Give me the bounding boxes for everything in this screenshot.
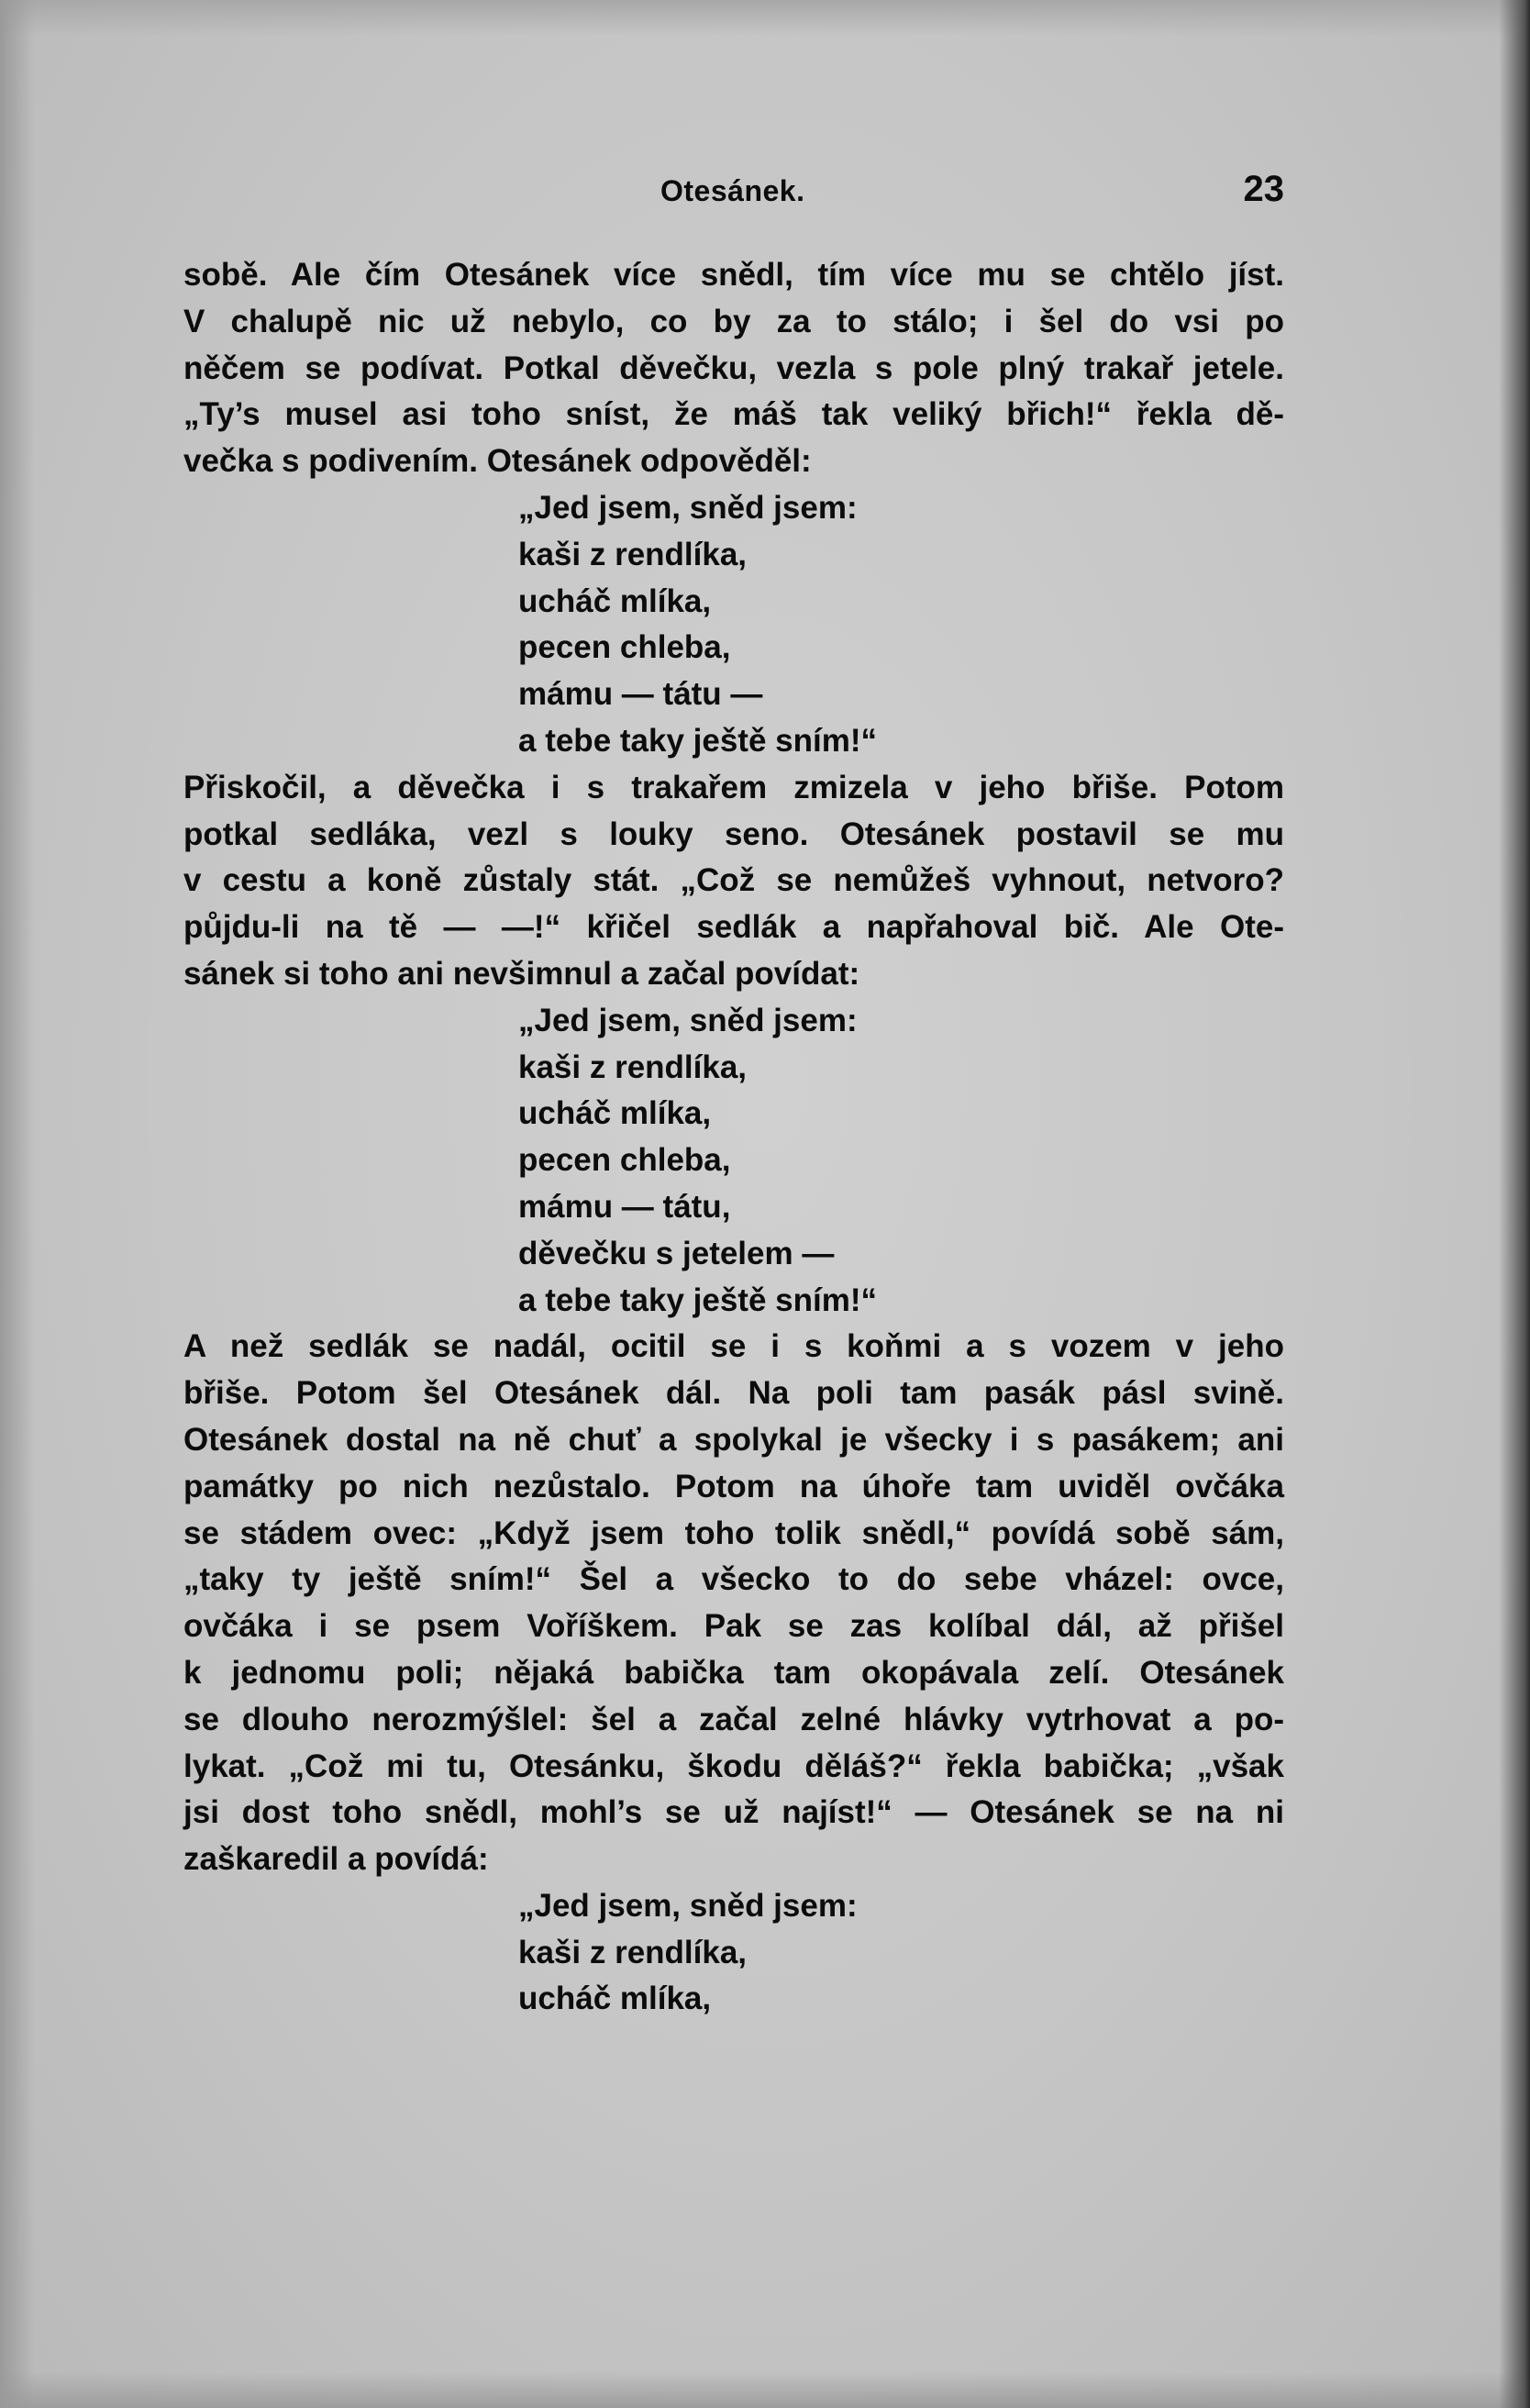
text-line: „Ty’s musel asi toho sníst, že máš tak veliký břich!“ řekla dě- [183,396,1284,433]
text-line: „taky ty ještě sním!“ Šel a všecko to do sebe vházel: ovce, [183,1561,1284,1598]
verse-line: ucháč mlíka, [518,1095,712,1132]
text-line: něčem se podívat. Potkal děvečku, vezla s pole plný trakař jetele. [183,350,1284,386]
running-title: Otesánek. [660,174,805,207]
text-line: Otesánek dostal na ně chuť a spolykal je všecky i s pasákem; ani [183,1421,1284,1458]
verse-line: a tebe taky ještě sním!“ [518,1282,877,1318]
text-line: se stádem ovec: „Když jsem toho tolik snědl,“ povídá sobě sám, [183,1515,1284,1551]
verse-line: ucháč mlíka, [518,1981,712,2017]
text-line: břiše. Potom šel Otesánek dál. Na poli tam pasák pásl svině. [183,1375,1284,1412]
text-line: půjdu-li na tě — —!“ křičel sedlák a napřahoval bič. Ale Ote- [183,909,1284,946]
text-line: sobě. Ale čím Otesánek více snědl, tím více mu se chtělo jíst. [183,257,1284,293]
verse-line: „Jed jsem, sněd jsem: [518,1887,858,1924]
body-text [183,252,1284,2023]
text-line: večka s podivením. Otesánek odpověděl: [183,443,812,480]
page-edge-bottom [0,2371,1530,2408]
verse-line: kaši z rendlíka, [518,1049,748,1085]
verse-line: mámu — tátu, [518,1188,731,1225]
text-line: sánek si toho ani nevšimnul a začal povídat: [183,955,860,992]
text-line: A než sedlák se nadál, ocitil se i s koňmi a s vozem v jeho [183,1328,1284,1365]
page-header [183,169,1284,215]
text-line: památky po nich nezůstalo. Potom na úhoře tam uviděl ovčáka [183,1468,1284,1504]
text-line: Přiskočil, a děvečka i s trakařem zmizela v jeho břiše. Potom [183,769,1284,805]
page-edge-top [0,0,1530,37]
text-line: jsi dost toho snědl, mohl’s se už najíst!“ — Otesánek se na ni [183,1794,1284,1831]
verse-line: „Jed jsem, sněd jsem: [518,489,858,526]
text-line: se dlouho nerozmýšlel: šel a začal zelné hlávky vytrhovat a po- [183,1701,1284,1737]
page-number: 23 [1243,169,1284,209]
text-line: zaškaredil a povídá: [183,1841,489,1878]
verse-line: kaši z rendlíka, [518,536,748,572]
verse-line: pecen chleba, [518,629,731,666]
text-line: V chalupě nic už nebylo, co by za to stálo; i šel do vsi po [183,303,1284,339]
text-line: ovčáka i se psem Voříškem. Pak se zas kolíbal dál, až přišel [183,1608,1284,1645]
verse-line: mámu — tátu — [518,676,763,713]
verse-line: pecen chleba, [518,1142,731,1179]
text-line: potkal sedláka, vezl s louky seno. Otesánek postavil se mu [183,816,1284,852]
text-line: k jednomu poli; nějaká babička tam okopávala zelí. Otesánek [183,1654,1284,1691]
verse-line: kaši z rendlíka, [518,1934,748,1970]
verse-line: a tebe taky ještě sním!“ [518,722,877,759]
text-line: lykat. „Což mi tu, Otesánku, škodu děláš?“ řekla babička; „však [183,1748,1284,1784]
verse-line: „Jed jsem, sněd jsem: [518,1002,858,1038]
verse-line: ucháč mlíka, [518,583,712,619]
page-edge-right [1499,0,1530,2408]
page-edge-left [0,0,35,2408]
verse-line: děvečku s jetelem — [518,1235,835,1271]
text-line: v cestu a koně zůstaly stát. „Což se nemůžeš vyhnout, netvoro? [183,862,1284,899]
